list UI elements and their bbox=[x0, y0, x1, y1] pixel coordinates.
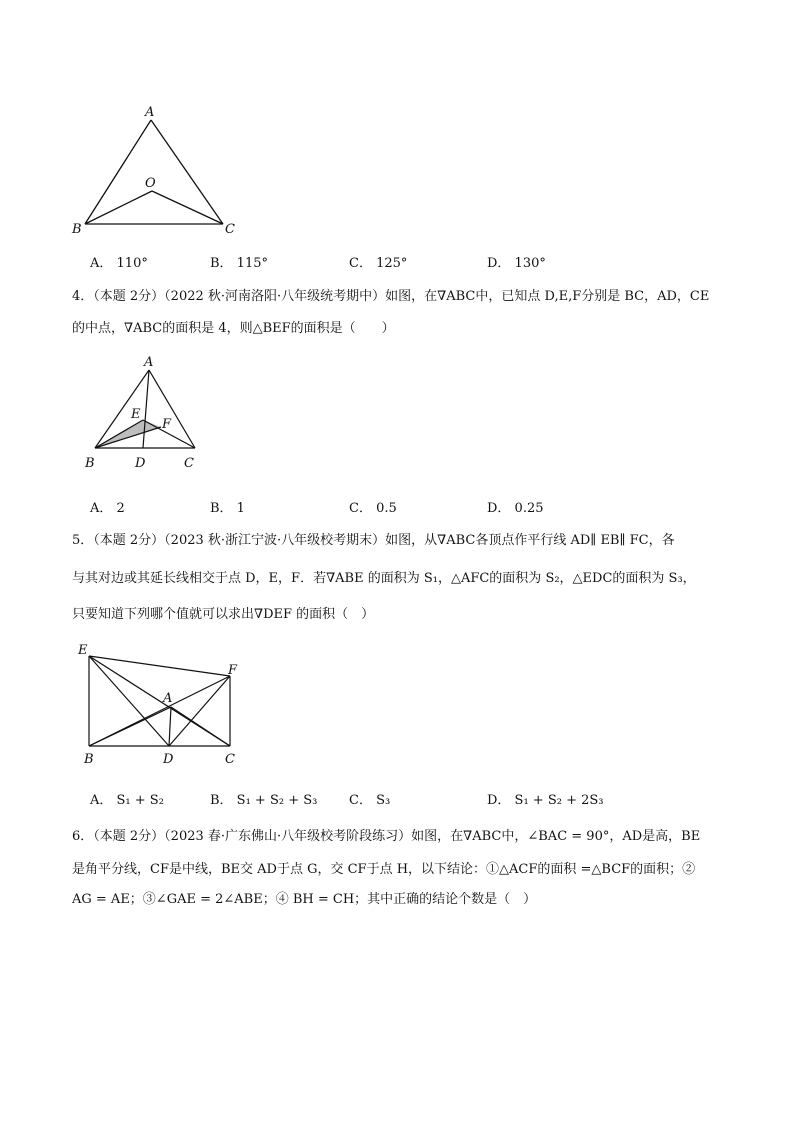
label-b: B bbox=[85, 456, 95, 471]
label-b: B bbox=[72, 222, 82, 237]
label-a: A bbox=[145, 105, 155, 120]
label-d: D bbox=[163, 752, 174, 767]
label-e: E bbox=[78, 643, 88, 658]
q4-option-a[interactable]: A． 2 bbox=[90, 501, 125, 516]
label-e: E bbox=[131, 407, 141, 422]
q5-option-c[interactable]: C． S₃ bbox=[349, 793, 391, 808]
q4-option-d[interactable]: D． 0.25 bbox=[487, 501, 544, 516]
figure-q4-triangle bbox=[80, 350, 210, 475]
q3-option-c[interactable]: C． 125° bbox=[349, 256, 408, 271]
q4-option-b[interactable]: B． 1 bbox=[210, 501, 245, 516]
q5-stem-line-1: 5．（本题 2分）（2023 秋·浙江宁波·八年级校考期末）如图，从∇ABC各顶点作平行线 AD∥ EB∥ FC，各 bbox=[72, 533, 675, 548]
label-f: F bbox=[228, 663, 238, 678]
segment-df bbox=[169, 676, 230, 746]
q3-option-b[interactable]: B． 115° bbox=[210, 256, 268, 271]
q5-option-a[interactable]: A． S₁ + S₂ bbox=[90, 793, 164, 808]
segment-ef bbox=[89, 656, 230, 676]
figure-q5-parallel-lines bbox=[70, 638, 260, 773]
q5-option-b[interactable]: B． S₁ + S₂ + S₃ bbox=[210, 793, 318, 808]
q6-stem-line-2: 是角平分线，CF是中线，BE交 AD于点 G，交 CF于点 H，以下结论：①△ACF的面积 =△BCF的面积；② bbox=[72, 862, 696, 877]
q5-option-d[interactable]: D． S₁ + S₂ + 2S₃ bbox=[487, 793, 604, 808]
segment-ba bbox=[89, 707, 171, 746]
q4-option-c[interactable]: C． 0.5 bbox=[349, 501, 397, 516]
label-f: F bbox=[162, 417, 172, 432]
q6-stem-line-1: 6．（本题 2分）（2023 春·广东佛山·八年级校考阶段练习）如图，在∇ABC中，∠BAC = 90°，AD是高，BE bbox=[72, 829, 701, 844]
segment-ad bbox=[143, 370, 149, 448]
segment-ac bbox=[171, 707, 230, 746]
q4-stem-line-1: 4．（本题 2分）（2022 秋·河南洛阳·八年级统考期中）如图，在∇ABC中，已知点 D,E,F分别是 BC，AD，CE bbox=[72, 289, 710, 304]
segment-ed bbox=[89, 656, 169, 746]
q6-stem-line-3: AG = AE；③∠GAE = 2∠ABE；④ BH = CH；其中正确的结论个数是（ ） bbox=[72, 892, 537, 907]
label-b: B bbox=[84, 752, 94, 767]
segment-ac bbox=[149, 370, 195, 448]
label-o: O bbox=[145, 176, 156, 191]
figure-triangle-abc-o bbox=[70, 100, 250, 240]
segment-ad bbox=[169, 707, 171, 746]
q5-stem-line-2: 与其对边或其延长线相交于点 D，E，F．若∇ABE 的面积为 S₁，△AFC的面积为 S₂，△EDC的面积为 S₃， bbox=[72, 571, 696, 586]
label-a: A bbox=[163, 691, 173, 706]
label-a: A bbox=[144, 355, 154, 370]
label-c: C bbox=[184, 456, 194, 471]
q3-option-a[interactable]: A． 110° bbox=[90, 256, 148, 271]
q4-stem-line-2: 的中点，∇ABC的面积是 4，则△BEF的面积是（ ） bbox=[72, 321, 395, 336]
segment-ac bbox=[151, 120, 223, 224]
label-c: C bbox=[225, 222, 235, 237]
q3-option-d[interactable]: D． 130° bbox=[487, 256, 546, 271]
label-c: C bbox=[225, 752, 235, 767]
label-d: D bbox=[135, 456, 146, 471]
q5-stem-line-3: 只要知道下列哪个值就可以求出∇DEF 的面积（ ） bbox=[72, 607, 375, 622]
